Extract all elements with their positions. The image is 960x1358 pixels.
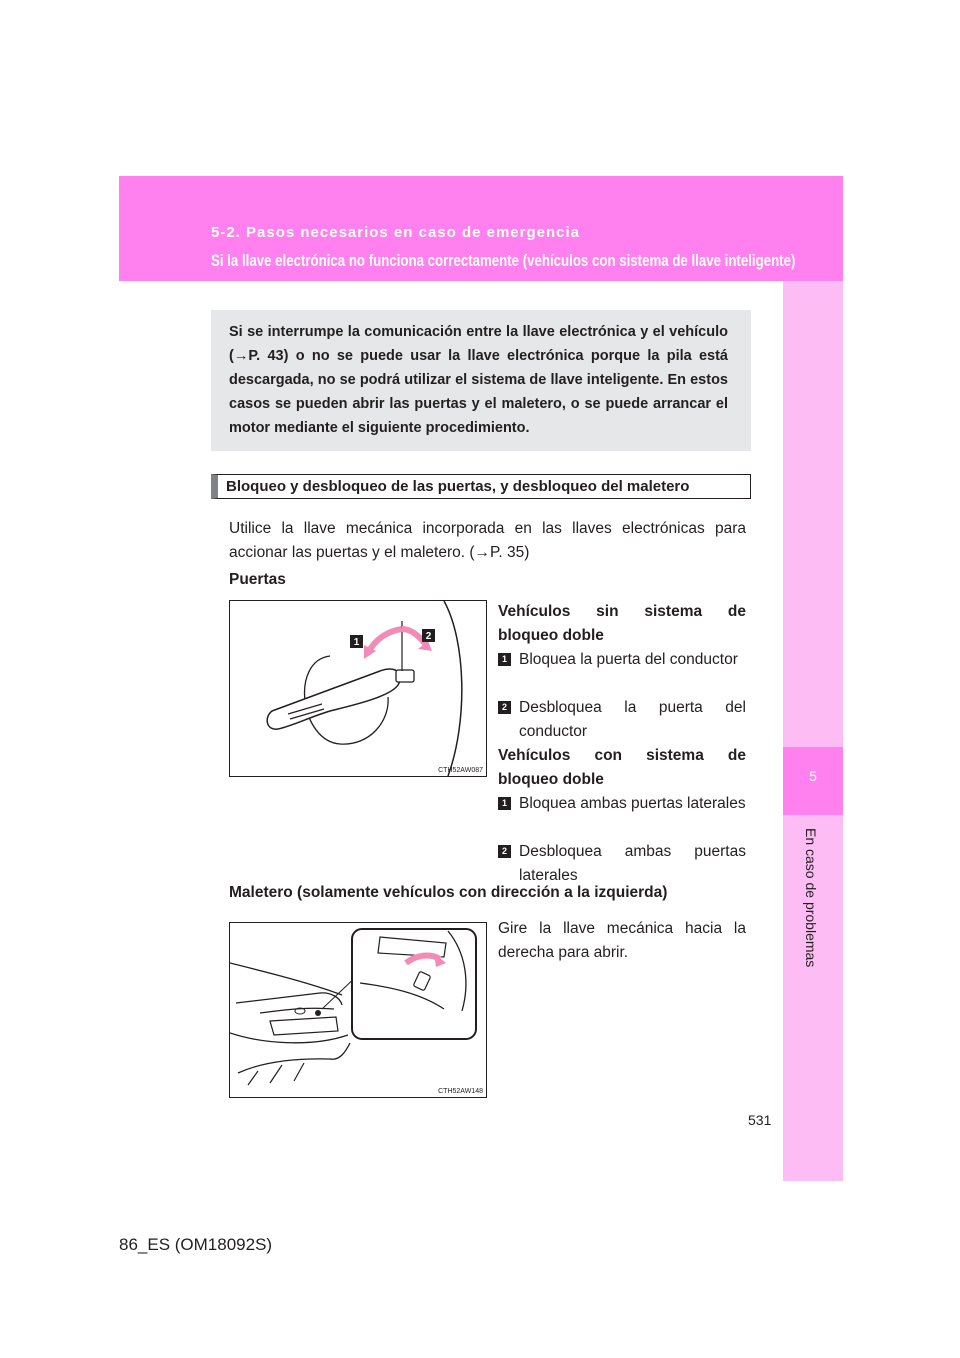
section-title: 5-2. Pasos necesarios en caso de emergencia [211,224,581,241]
item-number: 2 [498,701,511,714]
group-heading: Vehículos con sistema de bloqueo doble [498,747,746,788]
item-number: 1 [498,797,511,810]
intro-note: Si se interrumpe la comunicación entre la llave electrónica y el vehículo (→P. 43) o no se puede usar la llave electrónica porque la pila está descargada, no se podrá utilizar el sistema de llave inteligente. En estos casos se pueden abrir las puertas y el maletero, o se puede arrancar el motor mediante el siguiente procedimiento. [211,310,751,451]
item-number: 1 [498,653,511,666]
item-text: Desbloquea la puerta del conductor [519,699,746,740]
figure-code: CTH52AW148 [438,1088,483,1095]
item-number: 2 [498,845,511,858]
item-text: Bloquea ambas puertas laterales [519,795,746,812]
item-text: Bloquea la puerta del conductor [519,651,738,668]
section-heading: Bloqueo y desbloqueo de las puertas, y desbloqueo del maletero [211,474,751,499]
list-item [498,840,746,888]
door-handle-illustration [229,600,487,777]
list-item [498,696,746,744]
trunk-instruction: Gire la llave mecánica hacia la derecha para abrir. [498,920,746,961]
trunk-label: Maletero (solamente vehículos con dirección a la izquierda) [229,884,668,901]
chapter-side-tab [783,281,843,1181]
trunk-lock-drawing [230,923,486,1097]
door-handle-drawing [230,601,486,776]
list-item [498,792,746,816]
trunk-lock-illustration [229,922,487,1098]
doors-label: Puertas [229,571,286,588]
chapter-number: 5 [809,768,817,784]
callout-2: 2 [425,631,432,642]
body-paragraph: Utilice la llave mecánica incorporada en las llaves electrónicas para accionar las puertas y el maletero. (→P. 35) [229,520,746,561]
subsection-title: Si la llave electrónica no funciona correctamente (vehículos con sistema de llave inteligente) [211,251,796,270]
list-item [498,648,746,672]
item-text: Desbloquea ambas puertas laterales [519,843,746,884]
document-code: 86_ES (OM18092S) [119,1235,273,1254]
callout-1: 1 [353,637,360,648]
figure-code: CTH52AW087 [438,767,483,774]
group-heading: Vehículos sin sistema de bloqueo doble [498,603,746,644]
chapter-label: En caso de problemas [803,828,819,968]
page-number: 531 [748,1112,772,1128]
